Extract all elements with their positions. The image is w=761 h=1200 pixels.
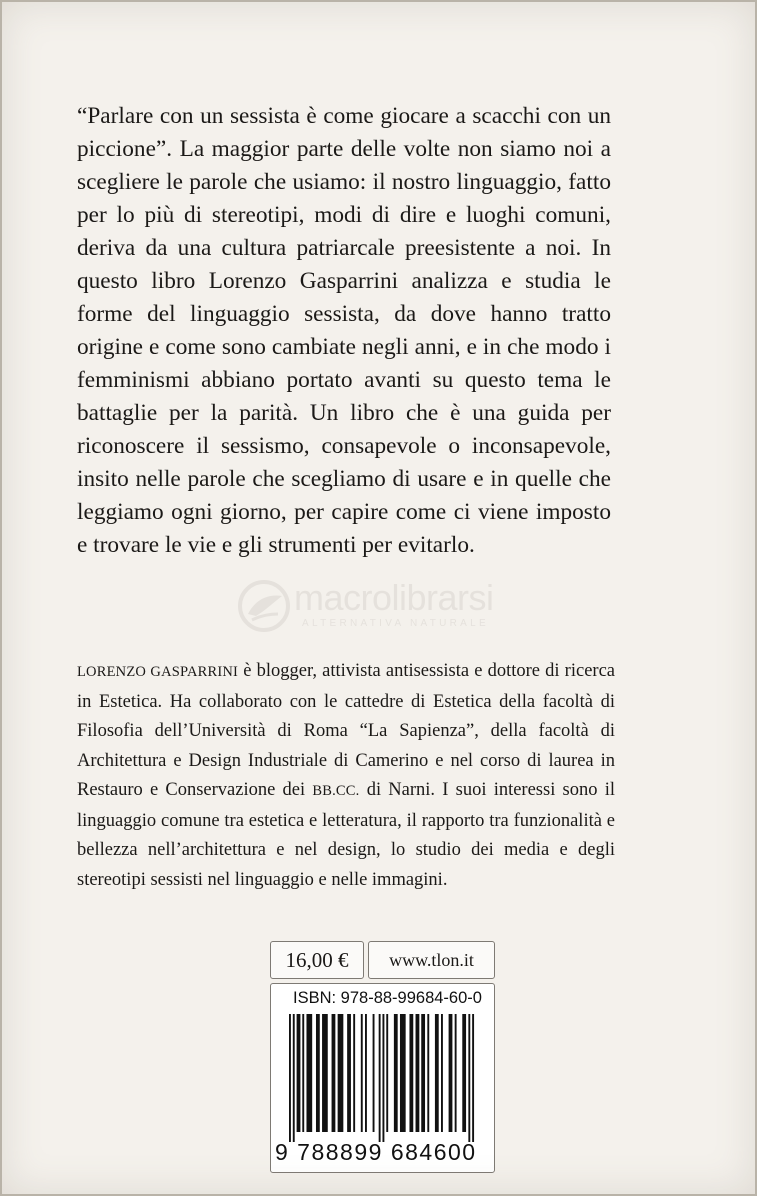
- barcode-bar: [332, 1014, 336, 1132]
- barcode-bar: [353, 1014, 355, 1132]
- isbn-label: ISBN: 978-88-99684-60-0: [293, 989, 482, 1007]
- barcode-bar: [394, 1014, 398, 1132]
- barcode-bar: [361, 1014, 363, 1132]
- book-blurb: “Parlare con un sessista è come giocare a scacchi con un piccione”. La maggior parte delle volte non siamo noi a scegliere le parole che usiamo: il nostro linguaggio, fatto per lo più di stereotipi, modi di dire e luoghi comuni, deriva da una cultura patriarcale preesistente a noi. In questo libro Lorenzo Gasparrini analizza e studia le forme del linguaggio sessista, da dove hanno tratto origine e come sono cambiate negli anni, e in che modo i femminismi abbiano portato avanti su questo tema le battaglie per la parità. Un libro che è una guida per riconoscere il sessismo, consapevole o inconsapevole, insito nelle parole che scegliamo di usare e in quelle che leggiamo ogni giorno, per capire come ci viene imposto e trovare le vie e gli strumenti per evitarlo.: [77, 103, 611, 558]
- author-name: LORENZO GASPARRINI: [77, 664, 239, 680]
- barcode-bar: [293, 1014, 295, 1142]
- ean-digits: 9 788899 684600: [275, 1139, 477, 1165]
- barcode-bar: [421, 1014, 425, 1132]
- barcode-bar: [347, 1014, 351, 1132]
- barcode-bars: [283, 1014, 483, 1142]
- barcode-bar: [409, 1014, 413, 1132]
- barcode-bar: [373, 1014, 375, 1132]
- barcode-bar: [441, 1014, 443, 1132]
- barcode-panel: [270, 983, 495, 1173]
- bio-text-1: è blogger, attivista antisessista e dottore di ricerca in Estetica. Ha collaborato con le cattedre di Estetica della facoltà di Filosofia dell’Università di Roma “La Sapienza”, della facoltà di Architettura e Design Industriale di Camerino e nel corso di laurea in Restauro e Conservazione dei: [77, 661, 615, 800]
- barcode-bar: [306, 1014, 312, 1132]
- price-label: [270, 941, 364, 979]
- watermark-tagline: ALTERNATIVA NATURALE: [302, 618, 489, 629]
- website-url: www.tlon.it: [389, 949, 474, 970]
- barcode-bar: [379, 1014, 381, 1142]
- publisher-website: [368, 941, 495, 979]
- barcode-bar: [386, 1014, 388, 1132]
- barcode-bar: [449, 1014, 453, 1132]
- barcode-bar: [468, 1014, 470, 1142]
- barcode-bar: [400, 1014, 406, 1132]
- barcode-bar: [382, 1014, 384, 1142]
- barcode-bar: [289, 1014, 291, 1142]
- bio-abbreviation: BB.CC.: [312, 783, 360, 799]
- barcode-bar: [416, 1014, 420, 1132]
- price-value: 16,00 €: [285, 947, 349, 972]
- barcode-bar: [297, 1014, 301, 1132]
- barcode-bar: [338, 1014, 344, 1132]
- barcode-bar: [427, 1014, 429, 1132]
- watermark: [234, 576, 534, 636]
- barcode-bar: [302, 1014, 304, 1132]
- barcode-bar: [435, 1014, 439, 1132]
- leaf-swirl-icon: [234, 576, 294, 636]
- barcode-bar: [322, 1014, 328, 1132]
- bio-text-2: di Narni. I suoi interessi sono il linguaggio comune tra estetica e letteratura, il rapporto tra funzionalità e bellezza nell’architettura e nel design, lo studio dei media e degli stereotipi sessisti nel linguaggio e nelle immagini.: [77, 780, 615, 890]
- watermark-name: macrolibrarsi: [294, 577, 494, 618]
- barcode-bar: [365, 1014, 367, 1132]
- barcode-bar: [472, 1014, 474, 1142]
- barcode-bar: [462, 1014, 466, 1132]
- barcode-bar: [455, 1014, 457, 1132]
- barcode-bar: [316, 1014, 320, 1132]
- author-bio: [77, 657, 615, 895]
